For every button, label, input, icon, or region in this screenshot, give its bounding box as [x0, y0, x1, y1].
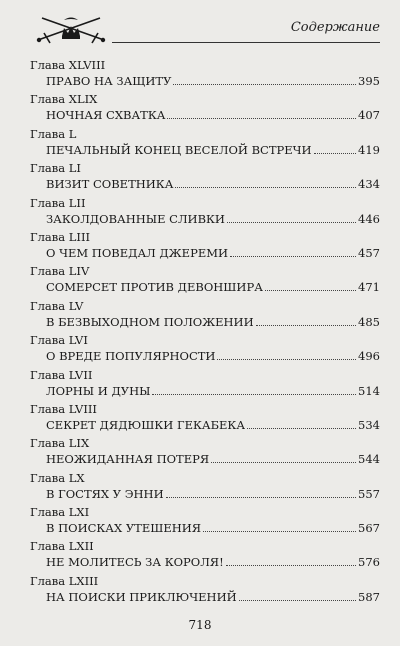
dot-leader — [211, 452, 356, 463]
chapter-title: ЗАКОЛДОВАННЫЕ СЛИВКИ — [46, 211, 225, 226]
chapter-title: О ВРЕДЕ ПОПУЛЯРНОСТИ — [46, 349, 216, 364]
chapter-title: В БЕЗВЫХОДНОМ ПОЛОЖЕНИИ — [46, 314, 254, 329]
chapter-title: СЕКРЕТ ДЯДЮШКИ ГЕКАБЕКА — [46, 417, 246, 432]
toc-entry — [30, 58, 380, 92]
chapter-title: ПЕЧАЛЬНЫЙ КОНЕЦ ВЕСЕЛОЙ ВСТРЕЧИ — [46, 142, 312, 157]
page-number: 718 — [188, 618, 212, 632]
dot-leader — [226, 555, 356, 566]
chapter-page-number: 544 — [358, 452, 380, 467]
chapter-title: НОЧНАЯ СХВАТКА — [46, 108, 166, 123]
chapter-title-line — [46, 177, 380, 192]
toc-entry — [30, 127, 380, 161]
dot-leader — [166, 487, 356, 498]
toc-entry — [30, 264, 380, 298]
toc-entry — [30, 436, 380, 470]
dot-leader — [314, 143, 356, 154]
chapter-page-number: 419 — [358, 142, 380, 157]
dot-leader — [265, 280, 356, 291]
toc-entry — [30, 196, 380, 230]
chapter-page-number: 457 — [358, 245, 380, 260]
dot-leader — [256, 315, 356, 326]
chapter-title: НА ПОИСКИ ПРИКЛЮЧЕНИЙ — [46, 589, 237, 604]
toc-entry — [30, 161, 380, 195]
chapter-title: НЕОЖИДАННАЯ ПОТЕРЯ — [46, 452, 210, 467]
dot-leader — [152, 384, 356, 395]
chapter-number: Глава LXIII — [30, 573, 99, 588]
chapter-title-line — [46, 246, 380, 261]
dot-leader — [239, 590, 356, 601]
chapter-page-number: 534 — [358, 417, 380, 432]
chapter-title-line — [46, 315, 380, 330]
chapter-title: ЛОРНЫ И ДУНЫ — [46, 383, 151, 398]
chapter-page-number: 485 — [358, 314, 380, 329]
chapter-title: ВИЗИТ СОВЕТНИКА — [46, 177, 174, 192]
dot-leader — [203, 521, 356, 532]
toc-entry — [30, 368, 380, 402]
dot-leader — [230, 246, 356, 257]
chapter-page-number: 496 — [358, 349, 380, 364]
running-title: Содержание — [290, 20, 380, 35]
chapter-number: Глава LI — [30, 161, 81, 176]
chapter-title: В ПОИСКАХ УТЕШЕНИЯ — [46, 521, 202, 536]
dot-leader — [227, 212, 356, 223]
chapter-number: Глава LII — [30, 195, 86, 210]
toc-entry — [30, 299, 380, 333]
dot-leader — [175, 177, 356, 188]
dot-leader — [217, 349, 356, 360]
chapter-title-line — [46, 521, 380, 536]
chapter-number: Глава XLVIII — [30, 58, 106, 72]
crossed-swords-crown-icon — [30, 14, 112, 46]
chapter-title: НЕ МОЛИТЕСЬ ЗА КОРОЛЯ! — [46, 555, 224, 570]
chapter-page-number: 567 — [358, 521, 380, 536]
chapter-title-line — [46, 280, 380, 295]
chapter-title-line — [46, 349, 380, 364]
toc-entry — [30, 539, 380, 573]
chapter-number: Глава LIX — [30, 436, 90, 451]
header-rule — [112, 42, 380, 43]
chapter-title-line — [46, 384, 380, 399]
chapter-page-number: 471 — [358, 280, 380, 295]
dot-leader — [173, 74, 356, 85]
table-of-contents — [30, 58, 380, 608]
chapter-title-line — [46, 590, 380, 605]
page-header — [30, 14, 380, 46]
toc-entry — [30, 574, 380, 608]
chapter-title-line — [46, 212, 380, 227]
chapter-title: СОМЕРСЕТ ПРОТИВ ДЕВОНШИРА — [46, 280, 263, 295]
chapter-page-number: 587 — [358, 589, 380, 604]
chapter-page-number: 434 — [358, 177, 380, 192]
chapter-title-line — [46, 108, 380, 123]
chapter-title: ПРАВО НА ЗАЩИТУ — [46, 74, 172, 88]
toc-entry — [30, 505, 380, 539]
chapter-title-line — [46, 418, 380, 433]
chapter-number: Глава LVII — [30, 367, 93, 382]
chapter-page-number: 407 — [358, 108, 380, 123]
chapter-number: Глава LIV — [30, 264, 90, 279]
toc-entry — [30, 333, 380, 367]
chapter-page-number: 576 — [358, 555, 380, 570]
chapter-number: Глава LIII — [30, 229, 91, 244]
chapter-title: В ГОСТЯХ У ЭННИ — [46, 486, 164, 501]
toc-entry — [30, 92, 380, 126]
chapter-title-line — [46, 143, 380, 158]
dot-leader — [247, 418, 356, 429]
chapter-number: Глава XLIX — [30, 92, 98, 107]
dot-leader — [167, 108, 356, 119]
chapter-title-line — [46, 452, 380, 467]
toc-entry — [30, 402, 380, 436]
chapter-number: Глава LXI — [30, 505, 90, 520]
chapter-title-line — [46, 487, 380, 502]
chapter-number: Глава LXII — [30, 539, 94, 554]
chapter-number: Глава LVI — [30, 333, 88, 348]
chapter-page-number: 395 — [358, 74, 380, 88]
toc-entry — [30, 230, 380, 264]
chapter-number: Глава LV — [30, 298, 84, 313]
chapter-number: Глава LX — [30, 470, 85, 485]
chapter-number: Глава L — [30, 126, 77, 141]
chapter-page-number: 557 — [358, 486, 380, 501]
chapter-page-number: 514 — [358, 383, 380, 398]
chapter-title-line — [46, 74, 380, 89]
chapter-page-number: 446 — [358, 211, 380, 226]
toc-entry — [30, 471, 380, 505]
chapter-title-line — [46, 555, 380, 570]
chapter-number: Глава LVIII — [30, 401, 97, 416]
chapter-title: О ЧЕМ ПОВЕДАЛ ДЖЕРЕМИ — [46, 245, 229, 260]
